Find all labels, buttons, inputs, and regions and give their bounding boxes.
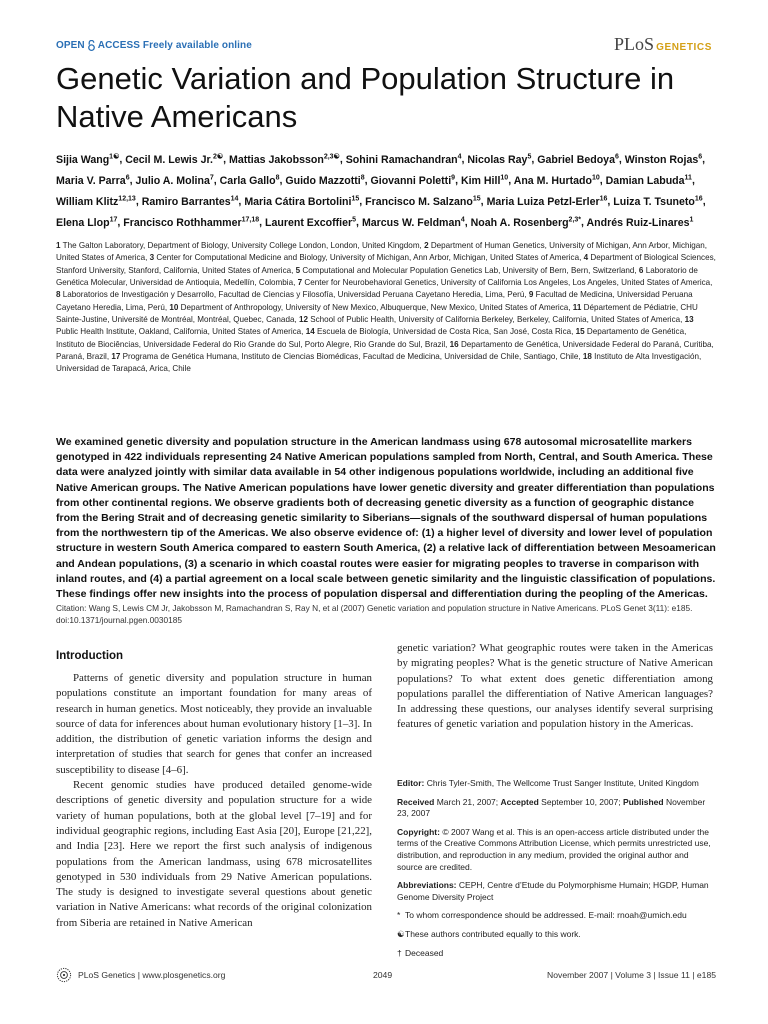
author-affiliation-sup: 9 xyxy=(451,174,456,182)
affiliation-item xyxy=(306,327,574,336)
author-affiliation-sup: 16 xyxy=(599,195,608,203)
author-name-text: Francisco Rothhammer xyxy=(123,216,242,229)
affiliation-number: 1 xyxy=(56,241,61,250)
author-name xyxy=(285,175,364,187)
affiliation-text: Département de Pédiatrie, CHU Sainte-Justine, Université de Montréal, Montréal, Quebec, Canada, xyxy=(56,302,698,325)
affiliation-number: 3 xyxy=(149,253,155,263)
editor-info: Editor: Chris Tyler-Smith, The Wellcome Trust Sanger Institute, United Kingdom xyxy=(397,778,699,788)
affiliation-number: 7 xyxy=(297,278,303,288)
introduction-right-column: genetic variation? What geographic routes were taken in the Americas by migrating peoples? What is the genetic structure of Native American populations? To what extent does genetic differentiation among populations parallel the differentiation of Native American languages? In addressing these questions, our analyses identify several surprising features of genetic variation and population history in the Americas. xyxy=(397,642,713,731)
page-footer xyxy=(56,966,716,986)
author-name-text: Elena Llop xyxy=(56,216,110,229)
journal-logo xyxy=(614,34,712,55)
footer-journal: PLoS Genetics | www.plosgenetics.org xyxy=(78,970,226,980)
page-number: 2049 xyxy=(373,970,393,980)
yin-yang-icon: ☯ xyxy=(397,928,405,939)
access-label: ACCESS Freely available online xyxy=(97,40,252,51)
author-name-text: Sohini Ramachandran xyxy=(345,153,458,166)
author-name xyxy=(537,154,619,166)
affiliation-item xyxy=(299,315,682,324)
author-affiliation-sup: 15 xyxy=(351,195,360,203)
introduction-left-column xyxy=(56,671,372,931)
affiliation-text: Department of Biological Sciences, Stanford University, Stanford, California, United States of America, xyxy=(56,253,716,275)
affiliation-text: Escuela de Biología, Universidad de Costa Rica, San José, Costa Rica, xyxy=(316,327,574,337)
author-name xyxy=(244,196,359,208)
author-affiliation-sup: 1☯ xyxy=(109,153,120,160)
introduction-heading: Introduction xyxy=(56,650,124,662)
author-name xyxy=(461,175,508,187)
author-name xyxy=(606,175,692,187)
affiliation-text: Department of Anthropology, University of New Mexico, Albuquerque, New Mexico, United States of America, xyxy=(180,302,571,312)
author-name xyxy=(514,175,600,187)
author-affiliation-sup: 6 xyxy=(698,153,703,160)
journal-genetics: GENETICS xyxy=(656,42,712,53)
author-name xyxy=(142,196,239,208)
author-name xyxy=(587,217,694,229)
author-affiliation-sup: 10 xyxy=(500,174,509,182)
author-name-text: Gabriel Bedoya xyxy=(537,153,615,166)
affiliation-number: 10 xyxy=(169,302,179,312)
affiliation-number: 18 xyxy=(582,352,592,362)
author-affiliation-sup: 8 xyxy=(360,174,365,182)
intro-paragraph-1: Patterns of genetic diversity and population structure in human populations constitute an important foundation for many areas of research in human genetics. Most noticeably, they provide an invaluable source of data for inferences about human evolutionary history [1–3]. In addition, the distribution of genetic variation informs the design and interpretation of studies that search for genes that confer an increased susceptibility to disease [4–6]. xyxy=(56,672,372,776)
citation: Citation: Wang S, Lewis CM Jr, Jakobsson M, Ramachandran S, Ray N, et al (2007) Genetic variation and population structure in Native Americans. PLoS Genet 3(11): e185. doi:10.1371/journal.pgen.0030185 xyxy=(56,603,693,626)
affiliation-text: Center for Neurobehavioral Genetics, University of California Los Angeles, Los Angeles, United States of America, xyxy=(304,278,713,288)
correspondence-note: * To whom correspondence should be addressed. E-mail: rnoah@umich.edu xyxy=(397,910,687,921)
open-label: OPEN xyxy=(56,40,85,51)
author-affiliation-sup: 14 xyxy=(230,195,239,203)
author-affiliation-sup: 6 xyxy=(125,174,130,182)
affiliation-text: Laboratorios de Investigación y Desarrollo, Facultad de Ciencias y Filosofía, Universidad Peruana Cayetano Heredia, Lima, Perú, xyxy=(62,290,527,300)
author-name-text: Maria Cátira Bortolini xyxy=(244,195,352,208)
author-name-text: Guido Mazzotti xyxy=(285,174,361,187)
affiliation-item xyxy=(56,290,527,299)
affiliation-text: School of Public Health, University of California Berkeley, Berkeley, California, United States of America, xyxy=(310,315,683,325)
affiliation-text: Departamento de Genética, Instituto de Biociências, Universidade Federal do Rio Grande do Sul, Porto Alegre, Rio Grande do Sul, Brazil, xyxy=(56,327,687,349)
affiliation-text: Departamento de Genética, Universidade Federal do Paraná, Curitiba, Paraná, Brazil, xyxy=(56,339,714,362)
author-affiliation-sup: 6 xyxy=(614,153,619,160)
author-affiliation-sup: 5 xyxy=(527,153,532,160)
author-affiliation-sup: 2☯ xyxy=(212,153,224,160)
author-name xyxy=(56,175,130,187)
affiliation-text: Instituto de Alta Investigación, Universidad de Tarapacá, Arica, Chile xyxy=(56,352,702,374)
affiliation-number: 6 xyxy=(638,265,644,275)
author-name-text: Francisco M. Salzano xyxy=(365,195,473,208)
article-metadata xyxy=(397,778,713,966)
affiliation-text: Computational and Molecular Population Genetics Lab, University of Bern, Bern, Switzerland, xyxy=(302,265,637,275)
author-affiliation-sup: 16 xyxy=(694,195,703,203)
affiliation-number: 16 xyxy=(449,339,459,349)
dates-info: Received March 21, 2007; Accepted September 10, 2007; Published November 23, 2007 xyxy=(397,796,706,819)
equal-contribution-note: ☯These authors contributed equally to this work. xyxy=(397,928,581,939)
author-affiliation-sup: 4 xyxy=(457,153,462,160)
affiliation-number: 5 xyxy=(295,265,301,275)
affiliation-item xyxy=(298,278,713,287)
affiliation-item xyxy=(56,241,422,250)
author-name-text: Andrés Ruiz-Linares xyxy=(586,216,690,229)
affiliation-text: Center for Computational Medicine and Biology, University of Michigan, Ann Arbor, Michigan, United States of America, xyxy=(156,253,582,263)
author-name xyxy=(56,154,119,166)
author-name-text: Ana M. Hurtado xyxy=(513,174,592,187)
affiliation-number: 17 xyxy=(111,352,121,362)
affiliation-item xyxy=(169,303,570,312)
open-access-banner xyxy=(56,40,252,51)
affiliation-text: Public Health Institute, Oakland, California, United States of America, xyxy=(56,327,304,337)
author-name xyxy=(613,196,702,208)
author-affiliation-sup: 17 xyxy=(109,216,118,224)
author-affiliation-sup: 10 xyxy=(591,174,600,182)
author-name-text: Maria V. Parra xyxy=(56,174,126,187)
affiliation-number: 11 xyxy=(572,302,582,312)
author-name-text: Sijia Wang xyxy=(56,153,110,166)
author-affiliation-sup: 2,3* xyxy=(568,216,582,224)
author-name xyxy=(471,217,581,229)
affiliation-number: 4 xyxy=(583,253,589,263)
author-name xyxy=(265,217,356,229)
affiliation-number: 15 xyxy=(575,327,585,337)
author-name xyxy=(467,154,531,166)
author-name-text: Marcus W. Feldman xyxy=(361,216,461,229)
author-affiliation-sup: 8 xyxy=(275,174,280,182)
author-affiliation-sup: 12,13 xyxy=(118,195,136,203)
author-affiliation-sup: 2,3☯ xyxy=(323,153,340,160)
journal-plos: PLoS xyxy=(614,34,655,54)
author-list: Sijia Wang$^{1☯}$, Cecil M. Lewis Jr.$^{2☯}$, Mattias Jakobsson$^{2,3☯}$, Sohini Ramachandran$^4$, Nicolas Ray$^5$, Gabriel Bedoya$^6$, Winston Rojas$^6$, Maria V. Parra$^6$, Julio A. Molina$^7$, Carla Gallo$^8$, Guido Mazzotti$^8$, Giovanni Poletti$^9$, Kim Hill$^{10}$, Ana M. Hurtado$^{10}$, Damian Labuda$^{11}$, William Klitz$^{12,13}$, Ramiro Barrantes$^{14}$, Maria Cátira Bortolini$^{15}$, Francisco M. Salzano$^{15}$, Maria Luiza Petzl-Erler$^{16}$, Luiza T. Tsuneto$^{16}$, Elena Llop$^{17}$, Francisco Rothhammer$^{17,18}$, Laurent Excoffier$^5$, Marcus W. Feldman$^4$, Noah A. Rosenberg$^{2,3*}$, Andrés Ruiz-Linares$^1$ xyxy=(56,153,706,229)
affiliation-item xyxy=(111,352,580,361)
author-name xyxy=(229,154,340,166)
author-affiliation-sup: 15 xyxy=(472,195,481,203)
affiliation-number: 9 xyxy=(528,290,534,300)
author-name xyxy=(220,175,280,187)
author-name-text: Noah A. Rosenberg xyxy=(470,216,569,229)
author-name-text: Giovanni Poletti xyxy=(370,174,452,187)
author-name xyxy=(56,217,117,229)
affiliation-number: 14 xyxy=(305,327,315,337)
author-name-text: William Klitz xyxy=(56,195,119,208)
author-name-text: Laurent Excoffier xyxy=(265,216,353,229)
affiliation-item xyxy=(296,266,637,275)
affiliation-item xyxy=(150,253,582,262)
copyright-info: Copyright: © 2007 Wang et al. This is an open-access article distributed under the terms of the Creative Commons Attribution License, which permits unrestricted use, distribution, and reproduction in any medium, provided the original author and source are credited. xyxy=(397,826,711,872)
affiliation-text: Laboratorio de Genética Molecular, Universidad de Antioquia, Medellín, Colombia, xyxy=(56,265,698,288)
affiliations xyxy=(56,240,716,376)
affiliation-text: Department of Human Genetics, University of Michigan, Ann Arbor, Michigan, United States of America, xyxy=(56,241,708,263)
author-name-text: Cecil M. Lewis Jr. xyxy=(125,153,213,166)
abbreviations-info: Abbreviations: CEPH, Centre d’Etude du Polymorphisme Humain; HGDP, Human Genome Diversity Project xyxy=(397,880,709,902)
article-title: Genetic Variation and Population Structure in Native Americans xyxy=(56,61,675,134)
affiliation-text: The Galton Laboratory, Department of Biology, University College London, London, United Kingdom, xyxy=(62,241,422,250)
author-name xyxy=(371,175,456,187)
abstract: We examined genetic diversity and population structure in the American landmass using 678 autosomal microsatellite markers genotyped in 422 individuals representing 24 Native American populations sampled from North, Central, and South America. These data were analyzed jointly with similar data available in 54 other indigenous populations worldwide, including an additional five Native American groups. The Native American populations have lower genetic diversity and greater differentiation than populations from other continental regions. We observe gradients both of decreasing genetic diversity as a function of geographic distance from the Bering Strait and of decreasing genetic similarity to Siberians—signals of the southward dispersal of human populations from the northwestern tip of the Americas. We also observe evidence of: (1) a higher level of diversity and lower level of population structure in western South America compared to eastern South America, (2) a relative lack of differentiation between Mesoamerican and Andean populations, (3) a scenario in which coastal routes were easier for migrating peoples to traverse in comparison with inland routes, and (4) a partial agreement on a local scale between genetic similarity and the linguistic classification of populations. These findings offer new insights into the process of population dispersal and differentiation during the peopling of the Americas. xyxy=(56,436,716,601)
affiliation-number: 2 xyxy=(424,241,429,250)
author-name-text: Ramiro Barrantes xyxy=(141,195,231,208)
author-affiliation-sup: 7 xyxy=(209,174,214,182)
author-name-text: Kim Hill xyxy=(460,174,501,187)
affiliation-number: 13 xyxy=(684,315,694,325)
author-affiliation-sup: 11 xyxy=(684,174,692,182)
author-affiliation-sup: 1 xyxy=(689,216,694,224)
author-name-text: Julio A. Molina xyxy=(135,174,210,187)
affiliation-text: Programa de Genética Humana, Instituto de Ciencias Biomédicas, Facultad de Medicina, Universidad de Chile, Santiago, Chile, xyxy=(122,352,581,362)
author-name xyxy=(487,196,608,208)
footer-issue: November 2007 | Volume 3 | Issue 11 | e185 xyxy=(547,970,716,980)
author-name xyxy=(123,217,259,229)
affiliation-number: 12 xyxy=(298,315,308,325)
dagger-icon: † xyxy=(397,947,402,958)
author-name-text: Nicolas Ray xyxy=(467,153,528,166)
open-lock-icon xyxy=(87,40,96,51)
author-name xyxy=(56,196,136,208)
intro-paragraph-2: Recent genomic studies have produced detailed genome-wide descriptions of genetic diversity and population structure for a wide variety of human populations, both at the global level [7–19] and for individual geographic regions, including East Asia [20], Europe [21,22], and India [23]. Here we report the first such analysis of indigenous populations from the American landmass, using 678 microsatellites genotyped in 530 individuals from 29 Native American populations. The study is designed to investigate several questions about genetic variation in Native Americans: what records of the original colonization from Siberia are retained in Native American xyxy=(56,779,372,929)
affiliation-number: 8 xyxy=(56,290,61,300)
author-name xyxy=(625,154,702,166)
author-name xyxy=(136,175,214,187)
deceased-note: † Deceased xyxy=(397,947,444,958)
affiliation-text: Facultad de Medicina, Universidad Peruana Cayetano Heredia, Lima, Perú, xyxy=(56,290,693,312)
author-name-text: Carla Gallo xyxy=(219,174,276,187)
author-affiliation-sup: 4 xyxy=(460,216,465,224)
author-name-text: Luiza T. Tsuneto xyxy=(613,195,695,208)
plos-seal-icon xyxy=(56,967,72,983)
author-name xyxy=(365,196,481,208)
author-name xyxy=(346,154,462,166)
author-affiliation-sup: 5 xyxy=(352,216,357,224)
author-name xyxy=(125,154,223,166)
author-affiliation-sup: 17,18 xyxy=(241,216,260,224)
author-name-text: Maria Luiza Petzl-Erler xyxy=(486,195,600,208)
author-name xyxy=(362,217,465,229)
author-name-text: Mattias Jakobsson xyxy=(229,153,324,166)
author-name-text: Damian Labuda xyxy=(605,174,685,187)
author-name-text: Winston Rojas xyxy=(624,153,699,166)
